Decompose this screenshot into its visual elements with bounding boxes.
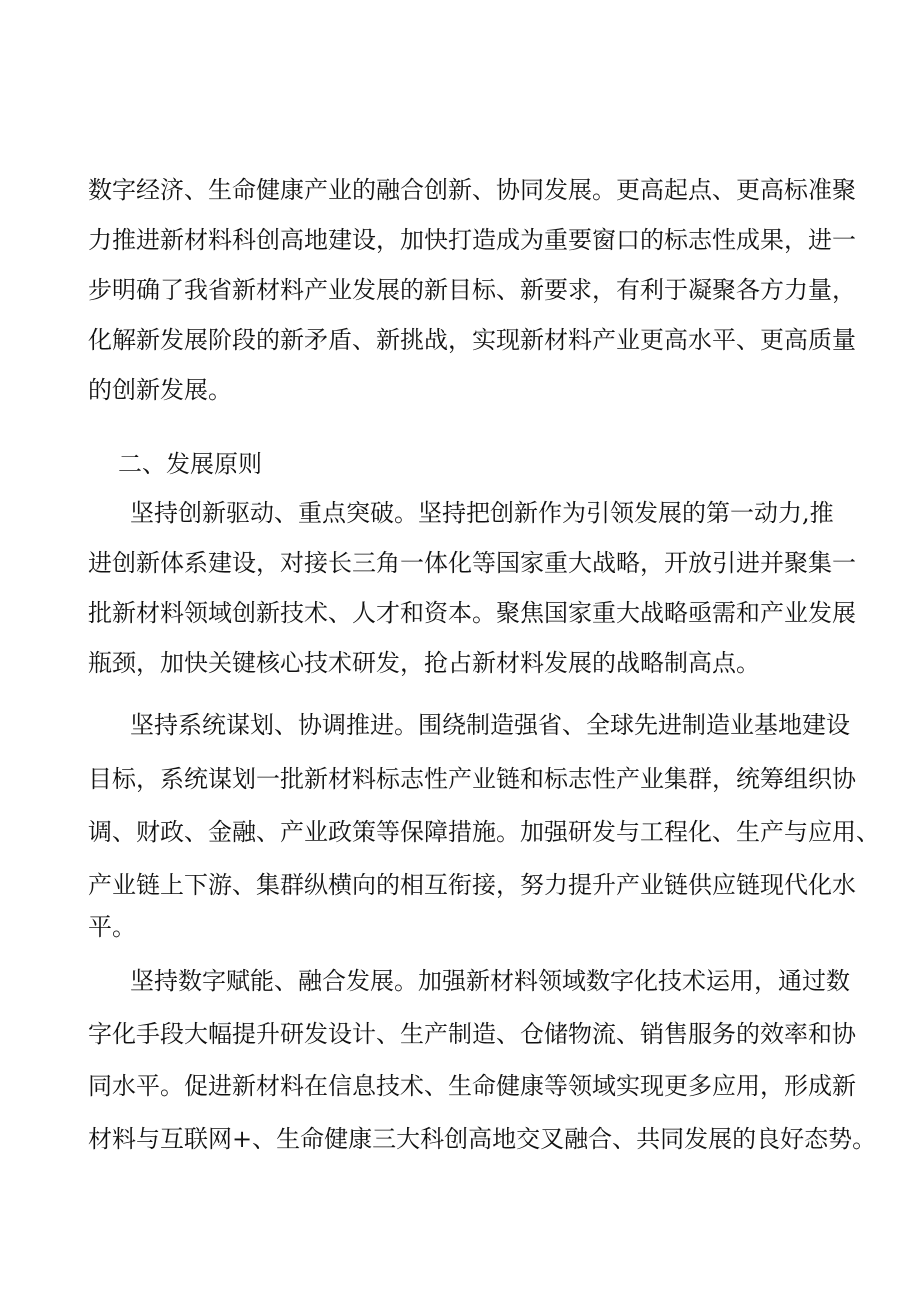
principle-1-line-3: 批 新 材 料 领 域 创 新 技 术 、 人 才 和 资 本 。 聚 焦 国 家 重 大 战 略 亟 需 和 产 业 发 展 [88, 599, 856, 627]
principle-2-line-5: 平。 [88, 913, 136, 941]
principle-3-line-3: 同 水 平 。 促 进 新 材 料 在 信 息 技 术 、 生 命 健 康 等 领 域 实 现 更 多 应 用 ， 形 成 新 [88, 1072, 856, 1100]
section-heading: 二、发展原则 [118, 450, 262, 478]
principle-2-line-3: 调 、 财 政 、 金 融 、 产 业 政 策 等 保 障 措 施 。 加 强 研 发 与 工 程 化 、 生 产 与 应 用 、 [88, 818, 880, 846]
intro-line-2: 力 推 进 新 材 料 科 创 高 地 建 设 ， 加 快 打 造 成 为 重 要 窗 口 的 标 志 性 成 果 ， 进 一 [88, 226, 856, 254]
principle-3-line-1: 坚 持 数 字 赋 能 、 融 合 发 展 。 加 强 新 材 料 领 域 数 字 化 技 术 运 用 ， 通 过 数 [130, 967, 850, 995]
intro-line-1: 数 字 经 济 、 生 命 健 康 产 业 的 融 合 创 新 、 协 同 发 展 。 更 高 起 点 、 更 高 标 准 聚 [88, 176, 856, 204]
principle-3-line-4: 材 料 与 互 联 网 + 、 生 命 健 康 三 大 科 创 高 地 交 叉 融 合 、 共 同 发 展 的 良 好 态 势 。 [88, 1125, 877, 1153]
principle-1-line-2: 进 创 新 体 系 建 设 ， 对 接 长 三 角 一 体 化 等 国 家 重 大 战 略 ， 开 放 引 进 并 聚 集 一 [88, 549, 856, 577]
intro-line-4: 化 解 新 发 展 阶 段 的 新 矛 盾 、 新 挑 战 ， 实 现 新 材 料 产 业 更 高 水 平 、 更 高 质 量 [88, 326, 856, 354]
intro-line-3: 步 明 确 了 我 省 新 材 料 产 业 发 展 的 新 目 标 、 新 要 求 ， 有 利 于 凝 聚 各 方 力 量 ， [88, 276, 856, 304]
principle-2-line-4: 产 业 链 上 下 游 、 集 群 纵 横 向 的 相 互 衔 接 ， 努 力 提 升 产 业 链 供 应 链 现 代 化 水 [88, 871, 856, 899]
principle-2-line-1: 坚 持 系 统 谋 划 、 协 调 推 进 。 围 绕 制 造 强 省 、 全 球 先 进 制 造 业 基 地 建 设 [130, 711, 850, 739]
principle-1-line-4: 瓶颈，加快关键核心技术研发，抢占新材料发展的战略制高点。 [88, 649, 760, 677]
principle-2-line-2: 目 标 ， 系 统 谋 划 一 批 新 材 料 标 志 性 产 业 链 和 标 志 性 产 业 集 群 ， 统 筹 组 织 协 [88, 765, 856, 793]
intro-line-5: 的创新发展。 [88, 376, 232, 404]
principle-1-line-1: 坚 持 创 新 驱 动 、 重 点 突 破 。 坚 持 把 创 新 作 为 引 领 发 展 的 第 一 动 力 , 推 [130, 499, 834, 527]
principle-3-line-2: 字 化 手 段 大 幅 提 升 研 发 设 计 、 生 产 制 造 、 仓 储 物 流 、 销 售 服 务 的 效 率 和 协 [88, 1020, 856, 1048]
